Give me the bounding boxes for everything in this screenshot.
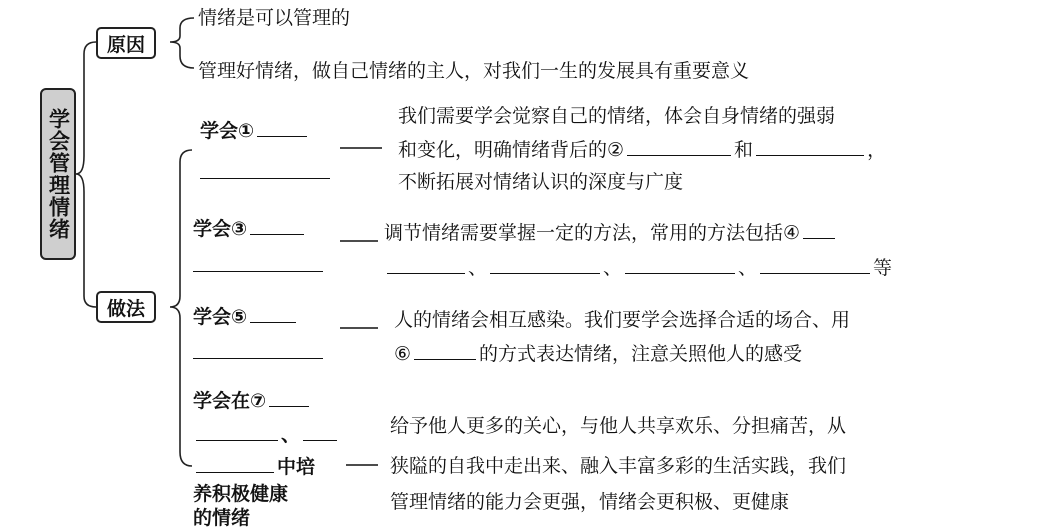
blank-4c [490,251,600,274]
method-item-1-label: 学会① [200,114,310,148]
blank-6 [414,337,476,360]
method-item-2-line-1: 调节情绪需要掌握一定的方法，常用的方法包括④ [384,216,838,250]
main-brace [76,42,96,307]
reason-item-2: 管理好情绪，做自己情绪的主人，对我们一生的发展具有重要意义 [198,60,750,82]
blank-4e [760,251,870,274]
reason-brace [170,18,194,68]
method-item-3-label: 学会⑤ [193,300,299,334]
blank-3-line [193,271,323,272]
method-item-4-label-line-3: 中培 [193,450,315,484]
blank-1 [257,114,307,137]
reason-node: 原因 [96,27,156,59]
method-item-4-label-line-2: 、 [193,418,340,452]
method-brace [170,150,192,466]
reason-item-1: 情绪是可以管理的 [198,7,351,29]
blank-7b [196,418,278,441]
method-node: 做法 [96,291,156,323]
method-item-4-label-line-4: 养积极健康 [193,483,289,505]
title-box [40,88,76,260]
blank-4b [387,251,465,274]
method-item-4-line-3: 管理情绪的能力会更强，情绪会更积极、更健康 [390,491,790,513]
blank-7d [196,450,274,473]
method-item-4-line-1: 给予他人更多的关心，与他人共享欢乐、分担痛苦，从 [390,415,847,437]
method-item-2-line-2: 、 、 、 等 [384,251,892,285]
title-text: 学会管理情绪 [46,108,71,240]
method-item-3-line-1: 人的情绪会相互感染。我们要学会选择合适的场合、用 [394,309,851,331]
method-item-4-line-2: 狭隘的自我中走出来、融入丰富多彩的生活实践，我们 [390,455,847,477]
method-item-2-label: 学会③ [193,212,307,246]
method-item-4-label-line-5: 的情绪 [193,507,251,529]
blank-5-line [193,358,323,359]
blank-7a [269,384,309,407]
blank-2b [756,133,864,156]
blank-5 [250,300,296,323]
method-item-3-line-2: ⑥ 的方式表达情绪，注意关照他人的感受 [394,337,802,371]
blank-7c [303,418,337,441]
method-item-1-line-3: 不断拓展对情绪认识的深度与广度 [398,171,684,193]
blank-2a [627,133,731,156]
blank-3 [250,212,304,235]
blank-4 [803,216,835,239]
method-item-1-line-1: 我们需要学会觉察自己的情绪，体会自身情绪的强弱 [398,105,836,127]
blank-4d [625,251,735,274]
method-item-4-label-line-1: 学会在⑦ [193,384,312,418]
blank-1-line [200,178,330,179]
method-item-1-line-2: 和变化，明确情绪背后的② 和 ， [398,133,886,167]
